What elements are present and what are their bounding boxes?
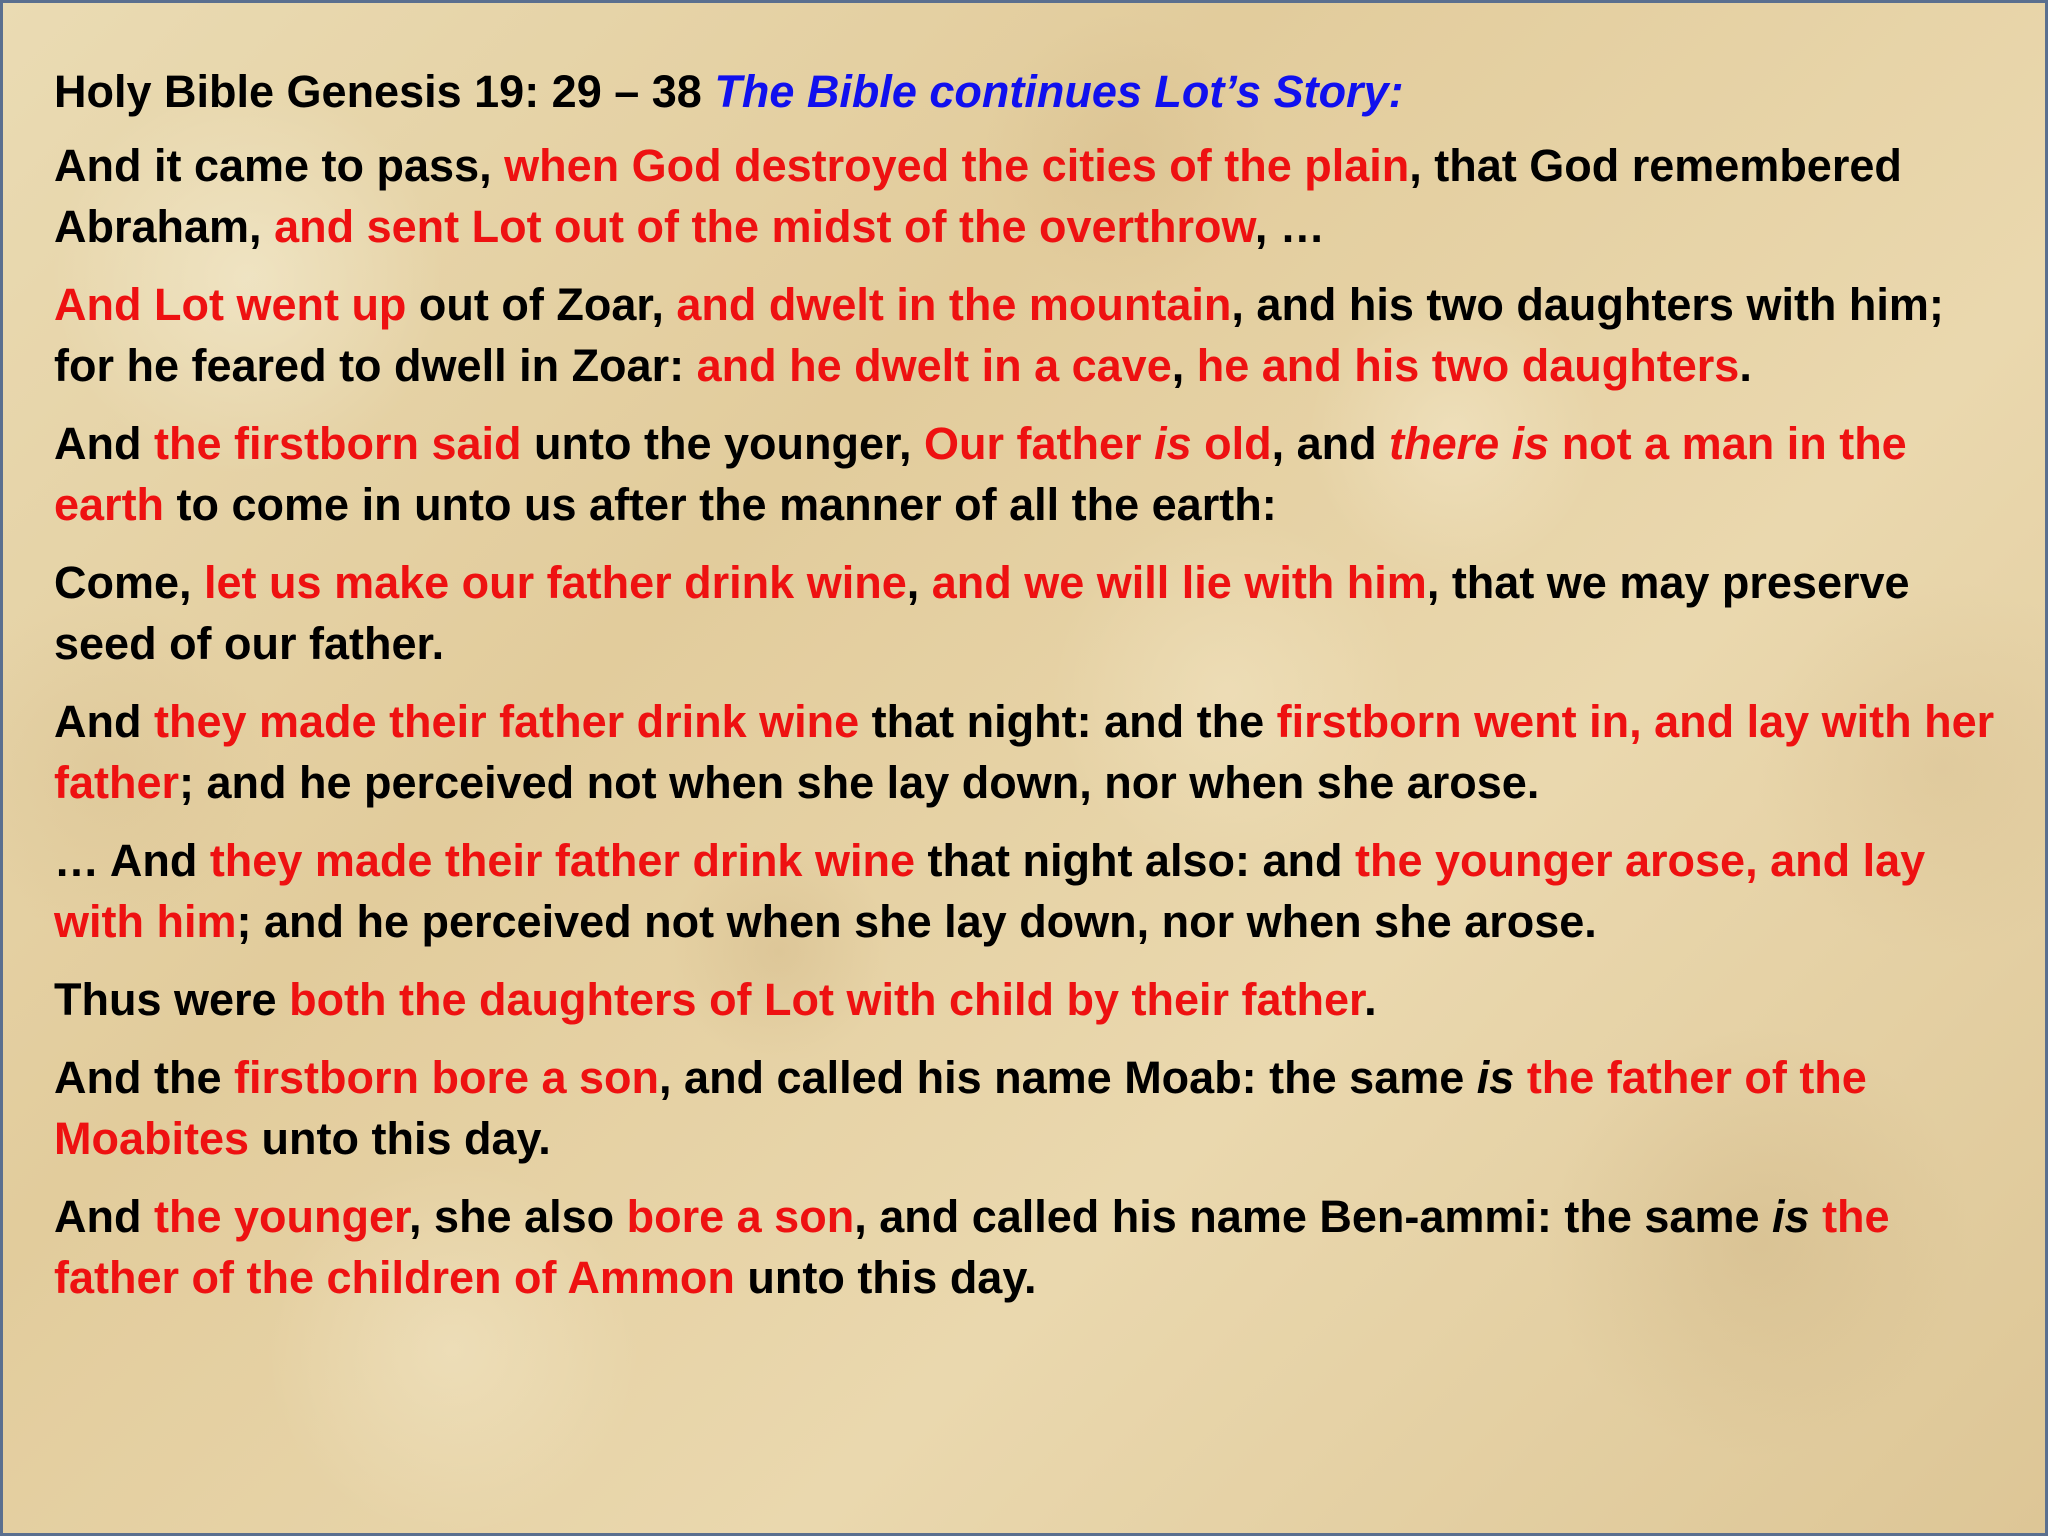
emphasized-text: the younger arose, and lay with him: [54, 835, 1926, 947]
verse-paragraph: [54, 1186, 2014, 1308]
verse-text: ; and he perceived not when she lay down, nor when she arose.: [179, 757, 1540, 808]
verse-paragraph: [54, 830, 2014, 952]
verse-text: unto the younger,: [521, 418, 925, 469]
verse-paragraph: [54, 1047, 2014, 1169]
verse-text: to come in unto us after the manner of all the earth:: [164, 479, 1277, 530]
verse-text: unto this day.: [734, 1252, 1037, 1303]
title-heading: Holy Bible Genesis 19: 29 – 38: [54, 66, 702, 117]
scripture-text: [54, 61, 2014, 1325]
verse-paragraph: [54, 969, 2014, 1030]
verse-paragraph: [54, 274, 2014, 396]
verse-text: Thus were: [54, 974, 290, 1025]
verse-text: , and: [1271, 418, 1390, 469]
verse-text: And the: [54, 1052, 234, 1103]
verse-text: [1514, 1052, 1527, 1103]
verse-text: that night: and the: [859, 696, 1277, 747]
verse-text: , and his two daughters with him; for he feared to dwell in Zoar:: [54, 279, 1944, 391]
emphasized-text: not a man in the earth: [54, 418, 1907, 530]
verse-paragraph: [54, 691, 2014, 813]
verse-text: [1810, 1191, 1823, 1242]
emphasized-text: both the daughters of Lot with child by their father: [289, 974, 1365, 1025]
emphasized-text: is: [1154, 418, 1192, 469]
emphasized-text: the father of the children of Ammon: [54, 1191, 1890, 1303]
emphasized-text: firstborn went in, and lay with her father: [54, 696, 1995, 808]
emphasized-text: the firstborn said: [153, 418, 522, 469]
verse-text: is: [1476, 1052, 1515, 1103]
verse-text: , that we may preserve seed of our father.: [54, 557, 1910, 669]
verse-text: And: [54, 696, 154, 747]
emphasized-text: firstborn bore a son: [233, 1052, 660, 1103]
emphasized-text: the younger: [153, 1191, 410, 1242]
verse-paragraph: [54, 413, 2014, 535]
emphasized-text: they made their father drink wine: [153, 696, 860, 747]
emphasized-text: And Lot went up: [54, 279, 407, 330]
verse-text: , she also: [409, 1191, 627, 1242]
emphasized-text: Our father: [924, 418, 1155, 469]
emphasized-text: and he dwelt in a cave: [696, 340, 1172, 391]
slide-title: [54, 61, 2014, 122]
emphasized-text: bore a son: [626, 1191, 855, 1242]
verse-text: … And: [54, 835, 210, 886]
verse-text: Come,: [54, 557, 205, 608]
emphasized-text: and we will lie with him: [931, 557, 1427, 608]
verse-list: [54, 135, 2014, 1308]
verse-text: is: [1772, 1191, 1810, 1242]
emphasized-text: old: [1191, 418, 1272, 469]
emphasized-text: the father of the Moabites: [54, 1052, 1867, 1164]
verse-text: that night also: and: [914, 835, 1355, 886]
verse-text: , that God remembered Abraham,: [54, 140, 1902, 252]
verse-text: , and called his name Moab: the same: [659, 1052, 1477, 1103]
emphasized-text: there is: [1389, 418, 1550, 469]
emphasized-text: when God destroyed the cities of the plain: [504, 140, 1410, 191]
verse-text: ,: [906, 557, 932, 608]
verse-paragraph: [54, 552, 2014, 674]
verse-text: And: [54, 1191, 154, 1242]
verse-text: .: [1364, 974, 1377, 1025]
verse-paragraph: [54, 135, 2014, 257]
verse-text: And it came to pass,: [54, 140, 505, 191]
emphasized-text: they made their father drink wine: [209, 835, 915, 886]
verse-text: .: [1739, 340, 1752, 391]
emphasized-text: he and his two daughters: [1196, 340, 1740, 391]
verse-text: out of Zoar,: [406, 279, 677, 330]
verse-text: , …: [1254, 201, 1325, 252]
title-subtitle: The Bible continues Lot’s Story:: [714, 66, 1404, 117]
verse-text: And: [54, 418, 154, 469]
verse-text: ,: [1171, 340, 1197, 391]
emphasized-text: and sent Lot out of the midst of the overthrow: [274, 201, 1255, 252]
verse-text: ; and he perceived not when she lay down, nor when she arose.: [236, 896, 1597, 947]
emphasized-text: let us make our father drink wine: [204, 557, 907, 608]
emphasized-text: and dwelt in the mountain: [676, 279, 1232, 330]
verse-text: unto this day.: [249, 1113, 551, 1164]
verse-text: , and called his name Ben-ammi: the same: [854, 1191, 1773, 1242]
